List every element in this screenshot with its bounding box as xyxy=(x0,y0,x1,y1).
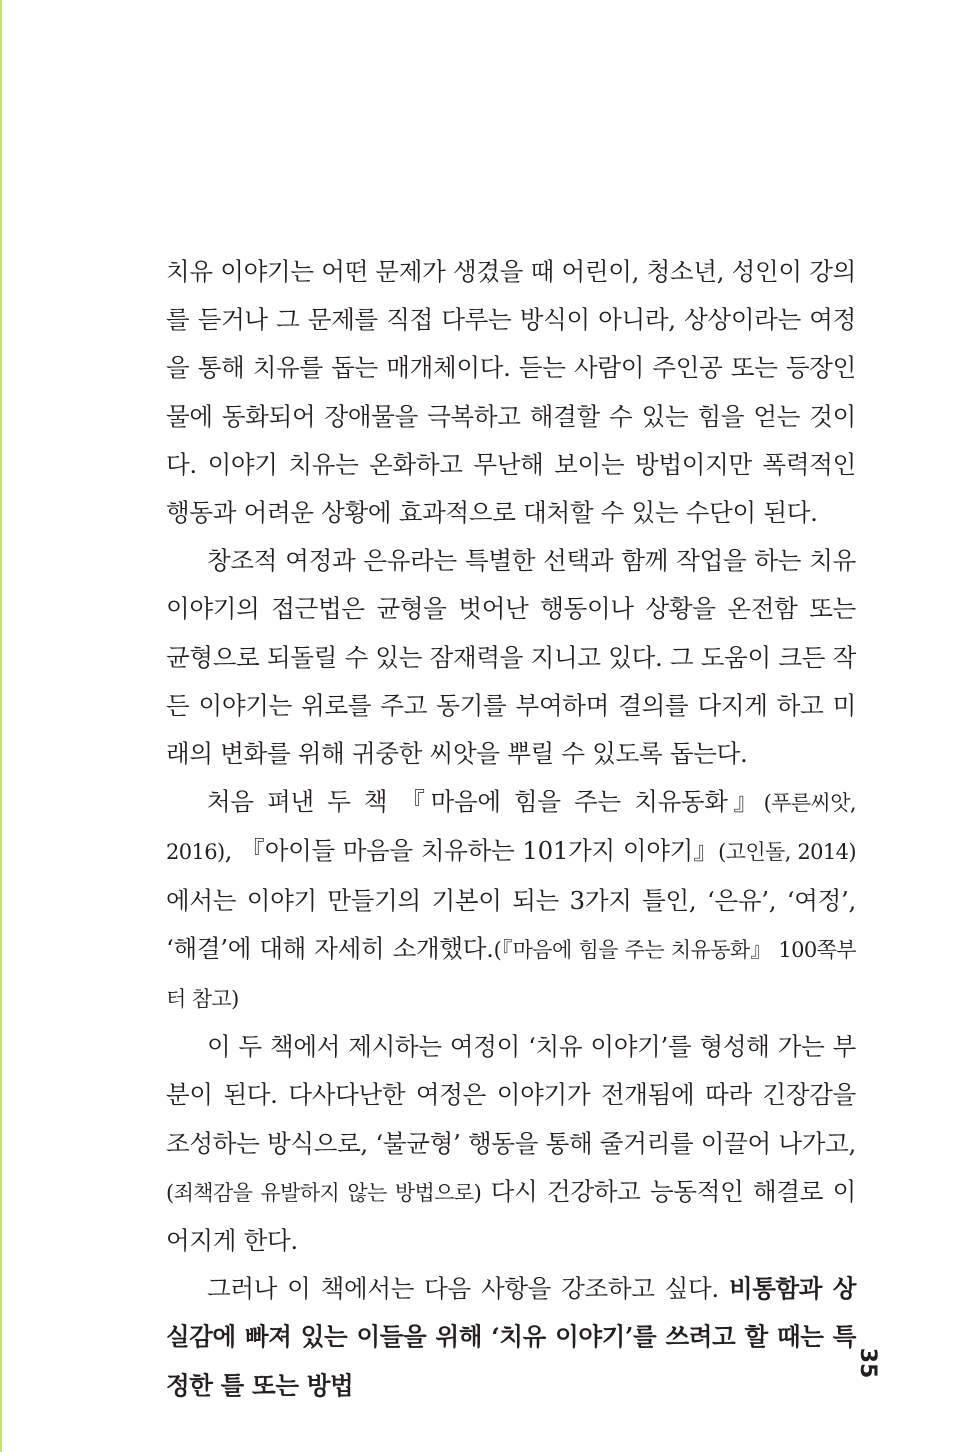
citation-publisher-2: (고인돌, 2014) xyxy=(718,840,856,865)
paragraph-1 xyxy=(166,248,856,537)
paragraph-2-text: 창조적 여정과 은유라는 특별한 선택과 함께 작업을 하는 치유 이야기의 접근법은 균형을 벗어난 행동이나 상황을 온전함 또는 균형으로 되돌릴 수 있는 잠재력을 지니고 있다. 그 도움이 크든 작든 이야기는 위로를 주고 동기를 부여하며 결의를 다지게 하고 미래의 변화를 위해 귀중한 씨앗을 뿌릴 수 있도록 돕는다. xyxy=(166,546,856,769)
paragraph-3 xyxy=(166,778,856,1023)
page-edge-line xyxy=(0,0,2,1452)
paragraph-5-text: 그러나 이 책에서는 다음 사항을 강조하고 싶다. xyxy=(207,1274,729,1304)
paragraph-3-text: 처음 펴낸 두 책 『마음에 힘을 주는 치유동화』 xyxy=(207,787,764,817)
paragraph-4-text: 이 두 책에서 제시하는 여정이 ‘치유 이야기’를 형성해 가는 부분이 된다. 다사다난한 여정은 이야기가 전개됨에 따라 긴장감을 조성하는 방식으로, ‘불균형’ 행동을 통해 줄거리를 이끌어 나가고, xyxy=(166,1032,856,1158)
paragraph-4-text-end: 다시 건강하고 능동적인 해결로 이어지게 한다. xyxy=(166,1176,857,1256)
paragraph-5 xyxy=(166,1265,856,1410)
paragraph-2 xyxy=(166,537,856,778)
parenthetical-note: (죄책감을 유발하지 않는 방법으로) xyxy=(166,1180,482,1205)
paragraph-4 xyxy=(166,1023,856,1265)
paragraph-3-text-cont: , 『아이들 마음을 치유하는 101가지 이야기』 xyxy=(224,836,719,866)
paragraph-3-text-end: 에서는 이야기 만들기의 기본이 되는 3가지 틀인, ‘은유’, ‘여정’, ‘해결’에 대해 자세히 소개했다. xyxy=(166,885,856,963)
body-text xyxy=(166,248,856,1410)
reference-note: (『마음에 힘을 주는 치유동화』 100쪽부터 참고) xyxy=(166,937,856,1012)
page-number: 35 xyxy=(855,1347,880,1379)
emphasis-text: 비통함과 상실감에 빠져 있는 이들을 위해 ‘치유 이야기’를 쓰려고 할 때는 특정한 틀 또는 방법 xyxy=(166,1274,856,1400)
citation-publisher-1: (푸른씨앗, 2016) xyxy=(166,791,856,865)
paragraph-1-text: 치유 이야기는 어떤 문제가 생겼을 때 어린이, 청소년, 성인이 강의를 듣거나 그 문제를 직접 다루는 방식이 아니라, 상상이라는 여정을 통해 치유를 돕는 매개체이다. 듣는 사람이 주인공 또는 등장인물에 동화되어 장애물을 극복하고 해결할 수 있는 힘을 얻는 것이다. 이야기 치유는 온화하고 무난해 보이는 방법이지만 폭력적인 행동과 어려운 상황에 효과적으로 대처할 수 있는 수단이 된다. xyxy=(166,257,856,528)
